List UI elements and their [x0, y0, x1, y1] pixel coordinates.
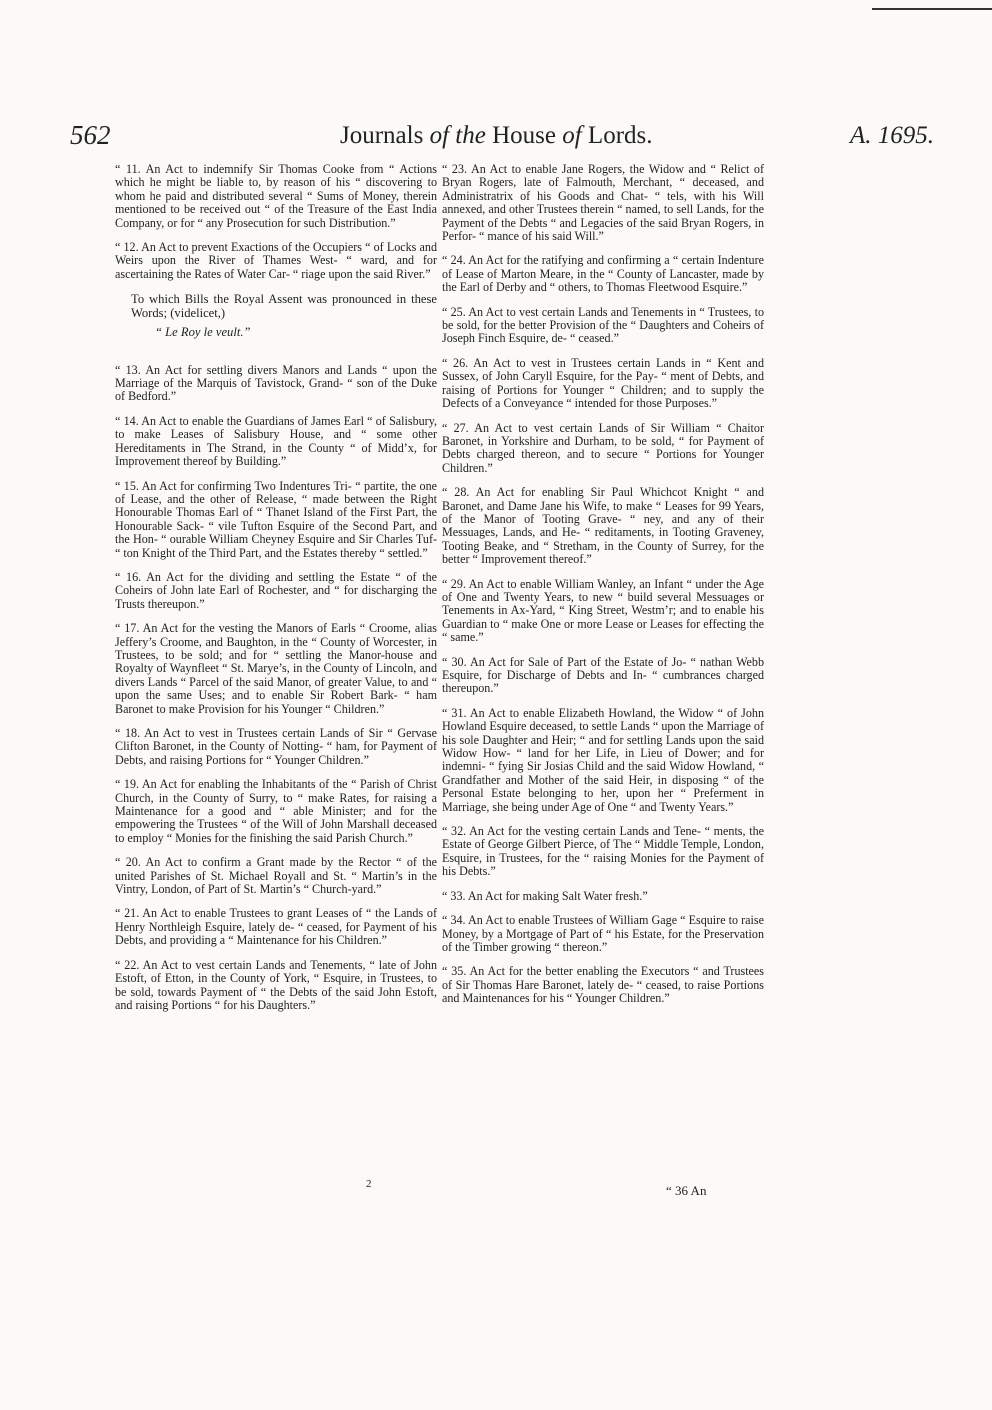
year-heading: A. 1695.	[849, 122, 934, 149]
act-paragraph: “ 33. An Act for making Salt Water fresh.”	[442, 888, 648, 903]
right-column	[442, 163, 764, 1017]
act-paragraph: “ 35. An Act for the better enabling the Executors “ and Trustees of Sir Thomas Hare Baronet, lately de- “ ceased, to raise Portions and Maintenances for his “ Younger Children.”	[442, 964, 764, 1006]
act-paragraph: “ 18. An Act to vest in Trustees certain Lands of Sir “ Gervase Clifton Baronet, in the County of Notting- “ ham, for Payment of Debts, and raising Portions for “ Younger Children.”	[115, 726, 437, 767]
running-head: Journals of the House of Lords.	[340, 122, 653, 149]
act-paragraph: “ 25. An Act to vest certain Lands and Tenements in “ Trustees, to be sold, for the better Provision of the “ Daughters and Coheirs of Joseph Finch Esquire, de- “ ceased.”	[442, 304, 764, 346]
royal-assent-text: To which Bills the Royal Assent was pronounced in these Words; (videlicet,)	[131, 292, 437, 321]
page-header	[70, 120, 950, 164]
left-column	[115, 163, 437, 1023]
act-paragraph: “ 31. An Act to enable Elizabeth Howland, the Widow “ of John Howland Esquire deceased, to settle Lands “ upon the Marriage of his sole Daughter and Heir; “ and for settling Lands upon the said Widow How- “ land for her Life, in Lieu of Dower; and for indemni- “ fying Sir Josias Child and the said Widow Howland, “ Grandfather and Mother of the said Heir, in disposing “ of the Personal Estate belonging to her, upon her “ Preferment in Marriage, she being under Age of One “ and Twenty Years.”	[442, 705, 764, 814]
act-paragraph: “ 17. An Act for the vesting the Manors of Earls “ Croome, alias Jeffery’s Croome, and Baughton, in the “ County of Worcester, in Trustees, to be sold; and for “ settling the Manor-house and Royalty of Waynfleet “ St. Marye’s, in the County of Lincoln, and divers Lands “ Parcel of the said Manor, of greater Value, to and “ upon the same Uses; and to enable Sir Robert Bark- “ ham Baronet to make Provision for his Younger “ Children.”	[115, 621, 437, 716]
act-paragraph: “ 34. An Act to enable Trustees of William Gage “ Esquire to raise Money, by a Mortgage of Part of “ his Estate, for the Preservation of the Timber growing “ thereon.”	[442, 913, 764, 954]
act-paragraph: “ 29. An Act to enable William Wanley, an Infant “ under the Age of One and Twenty Years, to new “ build several Messuages or Tenements in Ax-Yard, “ King Street, Westm’r; and to enable his Guardian to “ make One or more Lease or Leases for effecting the “ same.”	[442, 576, 764, 645]
act-paragraph: “ 19. An Act for enabling the Inhabitants of the “ Parish of Christ Church, in the County of Surry, to “ make Rates, for raising a Maintenance for a good and “ able Minister; and for the empowering the Trustees “ of the Will of John Marshall deceased to employ “ Monies for the finishing the said Parish Church.”	[115, 777, 437, 845]
act-paragraph: “ 12. An Act to prevent Exactions of the Occupiers “ of Locks and Weirs upon the River of Thames West- “ ward, and for ascertaining the Rates of Water Car- “ riage upon the said River.”	[115, 240, 437, 281]
act-paragraph: “ 22. An Act to vest certain Lands and Tenements, “ late of John Estoft, of Etton, in the County of York, “ Esquire, in Trustees, to be sold, towards Payment of “ the Debts of the said John Estoft, and raising Portions “ for his Daughters.”	[115, 957, 437, 1012]
act-paragraph: “ 21. An Act to enable Trustees to grant Leases of “ the Lands of Henry Northleigh Esquire, lately de- “ ceased, for Payment of his Debts, and providing a “ Maintenance for his Children.”	[115, 906, 437, 948]
signature-mark: 2	[366, 1178, 372, 1190]
act-paragraph: “ 14. An Act to enable the Guardians of James Earl “ of Salisbury, to make Leases of Salisbury House, and “ some other Hereditaments in The Strand, in the County “ of Midd’x, for Improvement thereof by Building.”	[115, 413, 437, 469]
act-paragraph: “ 23. An Act to enable Jane Rogers, the Widow and “ Relict of Bryan Rogers, late of Falmouth, Merchant, “ deceased, and Administratrix of his Goods and Chat- “ tels, with his Will annexed, and other Trustees therein “ named, to sell Lands, for the Payment of the Debts “ and Legacies of the said Bryan Rogers, in Perfor- “ mance of his said Will.”	[442, 162, 764, 244]
act-paragraph: “ 15. An Act for confirming Two Indentures Tri- “ partite, the one of Lease, and the other of Release, “ made between the Right Honourable Thomas Earl of “ Thanet Island of the First Part, the Honourable Sack- “ vile Tufton Esquire of the Second Part, and the Hon- “ ourable William Cheyney Esquire and Sir Charles Tuf- “ ton Knight of the Third Part, and the Estates thereby “ settled.”	[115, 478, 437, 560]
act-paragraph: “ 16. An Act for the dividing and settling the Estate “ of the Coheirs of John late Earl of Rochester, and “ for discharging the Trusts thereupon.”	[115, 569, 437, 611]
catchword: “ 36 An	[666, 1183, 707, 1198]
top-rule	[872, 8, 992, 10]
page-number: 562	[70, 120, 111, 150]
act-paragraph: “ 11. An Act to indemnify Sir Thomas Cooke from “ Actions which he might be liable to, by reason of his “ discovering to whom he paid and distributed several “ Sums of Money, therein mentioned to be received out “ of the Treasure of the East India Company, or for “ any Prosecution for such Distribution.”	[115, 162, 437, 230]
act-paragraph: “ 27. An Act to vest certain Lands of Sir William “ Chaitor Baronet, in Yorkshire and Durham, to be sold, “ for Payment of Debts charged thereon, and to secure “ Portions for Younger Children.”	[442, 420, 764, 475]
act-paragraph: “ 26. An Act to vest in Trustees certain Lands in “ Kent and Sussex, of John Caryll Esquire, for the Pay- “ ment of Debts, and raising of Portions for Younger “ Children; and to supply the Defects of a Conveyance “ intended for those Purposes.”	[442, 355, 764, 411]
act-paragraph: “ 13. An Act for settling divers Manors and Lands “ upon the Marriage of the Marquis of Tavistock, Grand- “ son of the Duke of Bedford.”	[115, 362, 437, 404]
act-paragraph: “ 28. An Act for enabling Sir Paul Whichcot Knight “ and Baronet, and Dame Jane his Wife, to make “ Leases for 99 Years, of the Manor of Tooting Grave- “ ney, and any of their Messuages, Lands, and He- “ reditaments, in Tooting Graveney, Tooting Beake, and “ Stretham, in the County of Surrey, for the better “ Improvement thereof.”	[442, 485, 764, 567]
act-paragraph: “ 20. An Act to confirm a Grant made by the Rector “ of the united Parishes of St. Michael Royall and St. “ Martin’s in the Vintry, London, of Part of St. Martin’s “ Church-yard.”	[115, 855, 437, 897]
act-paragraph: “ 30. An Act for Sale of Part of the Estate of Jo- “ nathan Webb Esquire, for Discharge of Debts and In- “ cumbrances charged thereupon.”	[442, 654, 764, 696]
act-paragraph: “ 24. An Act for the ratifying and confirming a “ certain Indenture of Lease of Marton Meare, in the “ County of Lancaster, made by the Earl of Derby and “ others, to Thomas Fleetwood Esquire.”	[442, 253, 764, 295]
royal-assent-words: “ Le Roy le veult.”	[155, 325, 251, 340]
act-paragraph: “ 32. An Act for the vesting certain Lands and Tene- “ ments, the Estate of George Gilbert Pierce, of The “ Middle Temple, London, Esquire, in Trustees, for the “ raising Monies for the Payment of his Debts.”	[442, 824, 764, 879]
